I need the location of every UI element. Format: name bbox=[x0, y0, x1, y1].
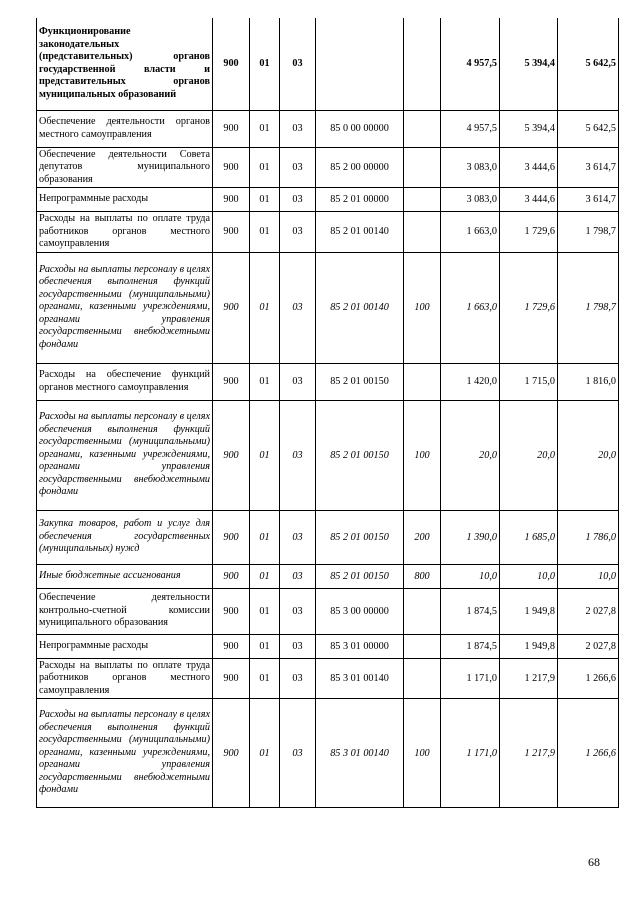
row-year3-amount-cell: 1 798,7 bbox=[558, 212, 619, 253]
row-section-cell: 01 bbox=[250, 699, 280, 808]
row-year3-amount-cell: 2 027,8 bbox=[558, 588, 619, 634]
row-expense-type-cell: 200 bbox=[404, 510, 441, 564]
row-subsection-cell: 03 bbox=[280, 147, 316, 188]
row-year1-amount-cell: 1 420,0 bbox=[441, 363, 500, 400]
row-ved-cell: 900 bbox=[213, 252, 250, 363]
row-section-cell: 01 bbox=[250, 363, 280, 400]
table-row bbox=[37, 147, 619, 188]
row-target-item-cell bbox=[316, 18, 404, 110]
row-name-cell: Обеспечение деятельности контрольно-счетной комиссии муниципального образования bbox=[37, 588, 213, 634]
row-expense-type-cell: 800 bbox=[404, 564, 441, 588]
row-year1-amount-cell: 10,0 bbox=[441, 564, 500, 588]
row-ved-cell: 900 bbox=[213, 634, 250, 658]
row-subsection-cell: 03 bbox=[280, 658, 316, 699]
row-name-cell: Расходы на обеспечение функций органов местного самоуправления bbox=[37, 363, 213, 400]
row-subsection-cell: 03 bbox=[280, 212, 316, 253]
table-row bbox=[37, 188, 619, 212]
row-target-item-cell: 85 2 01 00000 bbox=[316, 188, 404, 212]
row-section-cell: 01 bbox=[250, 147, 280, 188]
row-year1-amount-cell: 3 083,0 bbox=[441, 188, 500, 212]
row-ved-cell: 900 bbox=[213, 699, 250, 808]
row-ved-cell: 900 bbox=[213, 18, 250, 110]
row-expense-type-cell: 100 bbox=[404, 400, 441, 510]
row-ved-cell: 900 bbox=[213, 363, 250, 400]
row-year3-amount-cell: 1 816,0 bbox=[558, 363, 619, 400]
row-section-cell: 01 bbox=[250, 188, 280, 212]
page-number: 68 bbox=[588, 855, 600, 869]
table-row bbox=[37, 699, 619, 808]
row-name-cell: Расходы на выплаты по оплате труда работников органов местного самоуправления bbox=[37, 212, 213, 253]
row-section-cell: 01 bbox=[250, 252, 280, 363]
row-year2-amount-cell: 20,0 bbox=[500, 400, 558, 510]
row-section-cell: 01 bbox=[250, 18, 280, 110]
row-target-item-cell: 85 3 00 00000 bbox=[316, 588, 404, 634]
row-year1-amount-cell: 4 957,5 bbox=[441, 18, 500, 110]
row-name-cell: Непрограммные расходы bbox=[37, 188, 213, 212]
table-row bbox=[37, 363, 619, 400]
row-expense-type-cell: 100 bbox=[404, 699, 441, 808]
row-target-item-cell: 85 2 01 00140 bbox=[316, 252, 404, 363]
row-year2-amount-cell: 1 715,0 bbox=[500, 363, 558, 400]
row-section-cell: 01 bbox=[250, 634, 280, 658]
table-row bbox=[37, 510, 619, 564]
table-body bbox=[37, 18, 619, 808]
row-ved-cell: 900 bbox=[213, 212, 250, 253]
row-year3-amount-cell: 1 266,6 bbox=[558, 658, 619, 699]
row-section-cell: 01 bbox=[250, 658, 280, 699]
row-year2-amount-cell: 10,0 bbox=[500, 564, 558, 588]
row-target-item-cell: 85 2 01 00150 bbox=[316, 564, 404, 588]
row-year2-amount-cell: 3 444,6 bbox=[500, 188, 558, 212]
row-year2-amount-cell: 1 729,6 bbox=[500, 252, 558, 363]
row-subsection-cell: 03 bbox=[280, 634, 316, 658]
row-year3-amount-cell: 5 642,5 bbox=[558, 18, 619, 110]
row-name-cell: Расходы на выплаты по оплате труда работников органов местного самоуправления bbox=[37, 658, 213, 699]
row-year3-amount-cell: 10,0 bbox=[558, 564, 619, 588]
row-section-cell: 01 bbox=[250, 564, 280, 588]
row-target-item-cell: 85 2 01 00150 bbox=[316, 510, 404, 564]
row-expense-type-cell bbox=[404, 212, 441, 253]
row-subsection-cell: 03 bbox=[280, 400, 316, 510]
row-expense-type-cell bbox=[404, 147, 441, 188]
row-name-cell: Непрограммные расходы bbox=[37, 634, 213, 658]
row-ved-cell: 900 bbox=[213, 658, 250, 699]
table-row bbox=[37, 564, 619, 588]
row-name-cell: Функционирование законодательных (представительных) органов государственной власти и представительных органов муниципальных образований bbox=[37, 18, 213, 110]
row-ved-cell: 900 bbox=[213, 588, 250, 634]
row-subsection-cell: 03 bbox=[280, 110, 316, 147]
row-year3-amount-cell: 20,0 bbox=[558, 400, 619, 510]
row-expense-type-cell bbox=[404, 634, 441, 658]
row-year2-amount-cell: 1 949,8 bbox=[500, 634, 558, 658]
row-year3-amount-cell: 1 266,6 bbox=[558, 699, 619, 808]
row-section-cell: 01 bbox=[250, 400, 280, 510]
row-section-cell: 01 bbox=[250, 510, 280, 564]
table-row bbox=[37, 110, 619, 147]
row-subsection-cell: 03 bbox=[280, 363, 316, 400]
row-ved-cell: 900 bbox=[213, 564, 250, 588]
row-name-cell: Обеспечение деятельности Совета депутатов муниципального образования bbox=[37, 147, 213, 188]
row-name-cell: Обеспечение деятельности органов местного самоуправления bbox=[37, 110, 213, 147]
row-year1-amount-cell: 1 663,0 bbox=[441, 212, 500, 253]
row-year1-amount-cell: 1 171,0 bbox=[441, 699, 500, 808]
table-row bbox=[37, 252, 619, 363]
row-year2-amount-cell: 5 394,4 bbox=[500, 18, 558, 110]
row-subsection-cell: 03 bbox=[280, 18, 316, 110]
row-name-cell: Расходы на выплаты персоналу в целях обеспечения выполнения функций государственными (муниципальными) органами, казенными учреждениями, органами управления государственными внебюджетными фондами bbox=[37, 400, 213, 510]
row-year3-amount-cell: 5 642,5 bbox=[558, 110, 619, 147]
budget-table bbox=[36, 18, 619, 808]
row-year3-amount-cell: 3 614,7 bbox=[558, 147, 619, 188]
row-subsection-cell: 03 bbox=[280, 510, 316, 564]
table-row bbox=[37, 588, 619, 634]
row-year2-amount-cell: 5 394,4 bbox=[500, 110, 558, 147]
row-target-item-cell: 85 0 00 00000 bbox=[316, 110, 404, 147]
row-ved-cell: 900 bbox=[213, 147, 250, 188]
row-expense-type-cell bbox=[404, 588, 441, 634]
row-expense-type-cell bbox=[404, 658, 441, 699]
row-year3-amount-cell: 1 786,0 bbox=[558, 510, 619, 564]
row-name-cell: Расходы на выплаты персоналу в целях обеспечения выполнения функций государственными (муниципальными) органами, казенными учреждениями, органами управления государственными внебюджетными фондами bbox=[37, 252, 213, 363]
table-row bbox=[37, 212, 619, 253]
row-target-item-cell: 85 3 01 00140 bbox=[316, 699, 404, 808]
row-year2-amount-cell: 3 444,6 bbox=[500, 147, 558, 188]
row-name-cell: Закупка товаров, работ и услуг для обеспечения государственных (муниципальных) нужд bbox=[37, 510, 213, 564]
row-subsection-cell: 03 bbox=[280, 188, 316, 212]
table-row bbox=[37, 634, 619, 658]
row-subsection-cell: 03 bbox=[280, 588, 316, 634]
row-expense-type-cell: 100 bbox=[404, 252, 441, 363]
row-name-cell: Расходы на выплаты персоналу в целях обеспечения выполнения функций государственными (муниципальными) органами, казенными учреждениями, органами управления государственными внебюджетными фондами bbox=[37, 699, 213, 808]
row-target-item-cell: 85 3 01 00140 bbox=[316, 658, 404, 699]
row-expense-type-cell bbox=[404, 188, 441, 212]
row-year1-amount-cell: 3 083,0 bbox=[441, 147, 500, 188]
row-expense-type-cell bbox=[404, 18, 441, 110]
row-target-item-cell: 85 2 01 00140 bbox=[316, 212, 404, 253]
row-year1-amount-cell: 20,0 bbox=[441, 400, 500, 510]
row-year1-amount-cell: 4 957,5 bbox=[441, 110, 500, 147]
table-row bbox=[37, 18, 619, 110]
row-ved-cell: 900 bbox=[213, 110, 250, 147]
row-subsection-cell: 03 bbox=[280, 699, 316, 808]
row-ved-cell: 900 bbox=[213, 400, 250, 510]
row-expense-type-cell bbox=[404, 363, 441, 400]
row-year1-amount-cell: 1 171,0 bbox=[441, 658, 500, 699]
row-year3-amount-cell: 3 614,7 bbox=[558, 188, 619, 212]
row-expense-type-cell bbox=[404, 110, 441, 147]
row-name-cell: Иные бюджетные ассигнования bbox=[37, 564, 213, 588]
row-year2-amount-cell: 1 217,9 bbox=[500, 658, 558, 699]
row-section-cell: 01 bbox=[250, 110, 280, 147]
row-year3-amount-cell: 2 027,8 bbox=[558, 634, 619, 658]
row-year2-amount-cell: 1 685,0 bbox=[500, 510, 558, 564]
table-row bbox=[37, 400, 619, 510]
row-year1-amount-cell: 1 874,5 bbox=[441, 634, 500, 658]
row-ved-cell: 900 bbox=[213, 510, 250, 564]
row-year2-amount-cell: 1 729,6 bbox=[500, 212, 558, 253]
row-year1-amount-cell: 1 874,5 bbox=[441, 588, 500, 634]
row-target-item-cell: 85 2 01 00150 bbox=[316, 363, 404, 400]
row-target-item-cell: 85 2 01 00150 bbox=[316, 400, 404, 510]
row-year3-amount-cell: 1 798,7 bbox=[558, 252, 619, 363]
row-year2-amount-cell: 1 949,8 bbox=[500, 588, 558, 634]
row-section-cell: 01 bbox=[250, 212, 280, 253]
row-subsection-cell: 03 bbox=[280, 252, 316, 363]
row-section-cell: 01 bbox=[250, 588, 280, 634]
row-target-item-cell: 85 3 01 00000 bbox=[316, 634, 404, 658]
table-row bbox=[37, 658, 619, 699]
row-year1-amount-cell: 1 390,0 bbox=[441, 510, 500, 564]
row-year2-amount-cell: 1 217,9 bbox=[500, 699, 558, 808]
row-target-item-cell: 85 2 00 00000 bbox=[316, 147, 404, 188]
row-year1-amount-cell: 1 663,0 bbox=[441, 252, 500, 363]
row-ved-cell: 900 bbox=[213, 188, 250, 212]
row-subsection-cell: 03 bbox=[280, 564, 316, 588]
